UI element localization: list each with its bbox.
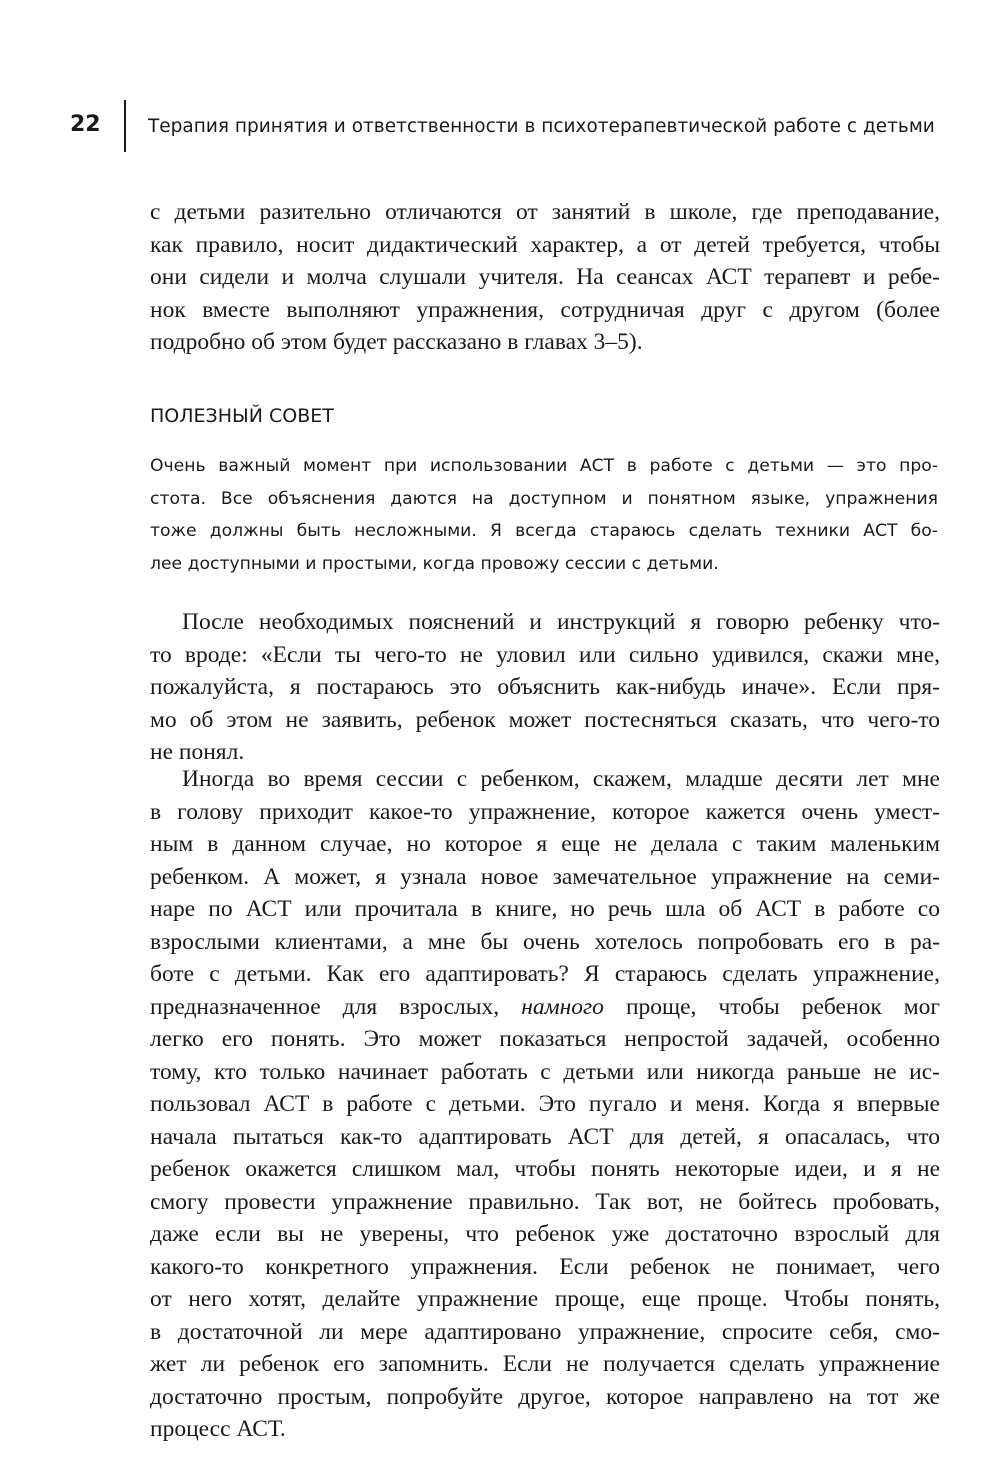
text-line: даже если вы не уверены, что ребенок уже достаточно взрослый для [150,1221,940,1247]
tip-heading: ПОЛЕЗНЫЙ СОВЕТ [150,405,334,427]
tip-line: стота. Все объяснения даются на доступном и понятном языке, упражнения [150,488,938,509]
text-line: с детьми разительно отличаются от занятий в школе, где преподавание, [150,199,940,225]
paragraph-1 [150,196,940,359]
text-line: взрослыми клиентами, а мне бы очень хотелось попробовать его в ра- [150,928,940,955]
text-line: начала пытаться как-то адаптировать АСТ для детей, я опасалась, что [150,1123,940,1150]
text-line: в голову приходит какое-то упражнение, которое кажется очень умест- [150,798,940,825]
tip-line: тоже должны быть несложными. Я всегда стараюсь сделать техники АСТ бо- [150,521,938,541]
tip-line: Очень важный момент при использовании АСТ в работе с детьми — это про- [150,456,938,476]
text-line: мо об этом не заявить, ребенок может постесняться сказать, что чего-то [150,706,940,733]
text-line: достаточно простым, попробуйте другое, которое направлено на тот же [150,1383,940,1410]
header-divider [124,100,126,152]
text-line: нок вместе выполняют упражнения, сотрудничая друг с другом (более [150,296,940,323]
text-line: процесс АСТ. [150,1416,286,1442]
running-header [70,100,950,160]
text-line: ребенком. А может, я узнала новое замечательное упражнение на семи- [150,863,940,890]
text-fragment: проще, чтобы ребенок мог [625,993,941,1020]
text-line: от него хотят, делайте упражнение проще, еще проще. Чтобы понять, [150,1286,940,1312]
text-line: они сидели и молча слушали учителя. На сеансах АСТ терапевт и ребе- [150,264,940,290]
text-line-with-emphasis [150,991,940,1024]
text-line: то вроде: «Если ты чего-то не уловил или сильно удивился, скажи мне, [150,641,940,668]
text-line: легко его понять. Это может показаться непростой задачей, особенно [150,1026,940,1052]
text-line: жет ли ребенок его запомнить. Если не получается сделать упражнение [150,1351,940,1377]
page-number: 22 [70,112,101,137]
text-line: смогу провести упражнение правильно. Так вот, не бойтесь пробовать, [150,1188,940,1215]
text-line: в достаточной ли мере адаптировано упражнение, спросите себя, смо- [150,1318,940,1345]
tip-line: лее доступными и простыми, когда провожу сессии с детьми. [150,553,719,574]
paragraph-2 [150,606,940,769]
text-line: После необходимых пояснений и инструкций я говорю ребенку что- [182,609,940,635]
text-line: не понял. [150,739,245,765]
text-line: ным в данном случае, но которое я еще не делала с таким маленьким [150,831,940,857]
tip-box [150,450,938,580]
text-fragment: предназначенное для взрослых, [150,993,500,1020]
text-line: какого-то конкретного упражнения. Если ребенок не понимает, чего [150,1253,940,1280]
running-title: Терапия принятия и ответственности в психотерапевтической работе с детьми [148,116,935,137]
paragraph-3 [150,763,940,1446]
text-line: боте с детьми. Как его адаптировать? Я стараюсь сделать упражнение, [150,961,940,987]
text-line: тому, кто только начинает работать с детьми или никогда раньше не ис- [150,1058,940,1085]
text-line: наре по АСТ или прочитала в книге, но речь шла об АСТ в работе со [150,896,940,922]
text-line: Иногда во время сессии с ребенком, скажем, младше десяти лет мне [182,766,940,792]
text-line: подробно об этом будет рассказано в главах 3–5). [150,329,643,355]
emphasis: намного [521,993,604,1020]
text-line: пожалуйста, я постараюсь это объяснить как-нибудь иначе». Если пря- [150,674,940,700]
text-line: пользовал АСТ в работе с детьми. Это пугало и меня. Когда я впервые [150,1091,940,1117]
text-line: как правило, носит дидактический характер, а от детей требуется, чтобы [150,231,940,258]
text-line: ребенок окажется слишком мал, чтобы понять некоторые идеи, и я не [150,1156,940,1182]
